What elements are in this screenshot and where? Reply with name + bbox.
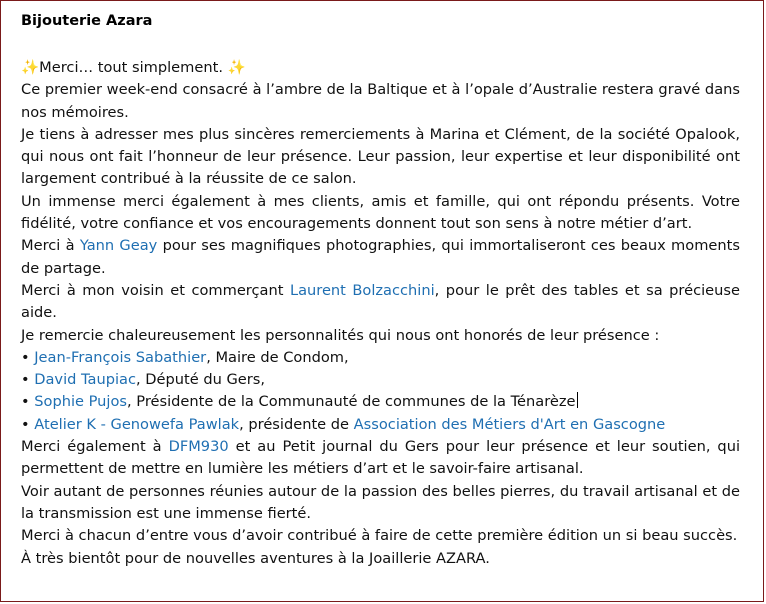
paragraph-7-text: Merci également à [21, 438, 169, 456]
bullet-text: , présidente de [239, 415, 354, 433]
bullet-item [21, 414, 740, 436]
paragraph-5 [21, 280, 740, 325]
link-dfm930[interactable]: DFM930 [168, 438, 229, 456]
paragraph-5-text: Merci à mon voisin et commerçant [21, 281, 290, 299]
paragraph-8: Voir autant de personnes réunies autour de la passion des belles pierres, du travail artisanal et de la transmission est une immense fierté. [21, 482, 740, 522]
link-jean-francois-sabathier[interactable]: Jean-François Sabathier [34, 348, 207, 366]
paragraph-6: Je remercie chaleureusement les personnalités qui nous ont honorés de leur présence : [21, 326, 660, 344]
intro-text: Merci… tout simplement. [39, 59, 223, 76]
sparkles-icon: ✨ [227, 59, 246, 76]
bullet-item [21, 391, 740, 413]
paragraph-4-text-end: pour ses magnifiques photographies, qui immortaliseront ces beaux moments de partage. [21, 237, 740, 277]
post-title: Bijouterie Azara [21, 13, 153, 29]
sparkles-icon: ✨ [21, 59, 40, 76]
paragraph-2: Je tiens à adresser mes plus sincères remerciements à Marina et Clément, de la société Opalook, qui nous ont fait l’honneur de leur présence. Leur passion, leur expertise et leur disponibilité ont largement contribué à la réussite de ce salon. [21, 125, 740, 188]
paragraph-4 [21, 235, 740, 280]
paragraph-4-text: Merci à [21, 237, 80, 255]
paragraph-3: Un immense merci également à mes clients, amis et famille, qui ont répondu présents. Votre fidélité, votre confiance et vos encouragements donnent tout son sens à notre métier d’art. [21, 192, 740, 233]
paragraph-1: Ce premier week-end consacré à l’ambre de la Baltique et à l’opale d’Australie restera gravé dans nos mémoires. [21, 81, 740, 121]
bullet-icon: • [21, 393, 30, 411]
bullet-item [21, 369, 740, 391]
link-association-metiers-art[interactable]: Association des Métiers d'Art en Gascogne [353, 415, 666, 433]
intro-line [21, 57, 740, 79]
link-atelier-k[interactable]: Atelier K - Genowefa Pawlak [34, 415, 240, 433]
bullet-text: , Maire de Condom, [206, 348, 349, 366]
bullet-icon: • [21, 415, 30, 433]
bullet-icon: • [21, 348, 30, 366]
bullet-icon: • [21, 371, 30, 389]
bullet-text: , Présidente de la Communauté de communes de la Ténarèze [127, 393, 576, 411]
link-laurent-bolzacchini[interactable]: Laurent Bolzacchini [289, 281, 435, 299]
paragraph-5-text-end: , pour le prêt des tables et sa précieuse aide. [21, 281, 740, 322]
text-cursor [577, 392, 578, 408]
bullet-text: , Député du Gers, [136, 371, 266, 389]
bullet-item [21, 347, 740, 369]
paragraph-10: À très bientôt pour de nouvelles aventures à la Joaillerie AZARA. [21, 549, 490, 567]
post-body [21, 57, 740, 570]
link-david-taupiac[interactable]: David Taupiac [34, 371, 136, 389]
link-sophie-pujos[interactable]: Sophie Pujos [34, 393, 128, 411]
paragraph-7 [21, 436, 740, 481]
link-yann-geay[interactable]: Yann Geay [79, 237, 158, 255]
paragraph-7-text-end: et au Petit journal du Gers pour leur présence et leur soutien, qui permettent de mettre en lumière les métiers d’art et le savoir-faire artisanal. [21, 438, 740, 478]
paragraph-9: Merci à chacun d’entre vous d’avoir contribué à faire de cette première édition un si beau succès. [21, 527, 738, 545]
